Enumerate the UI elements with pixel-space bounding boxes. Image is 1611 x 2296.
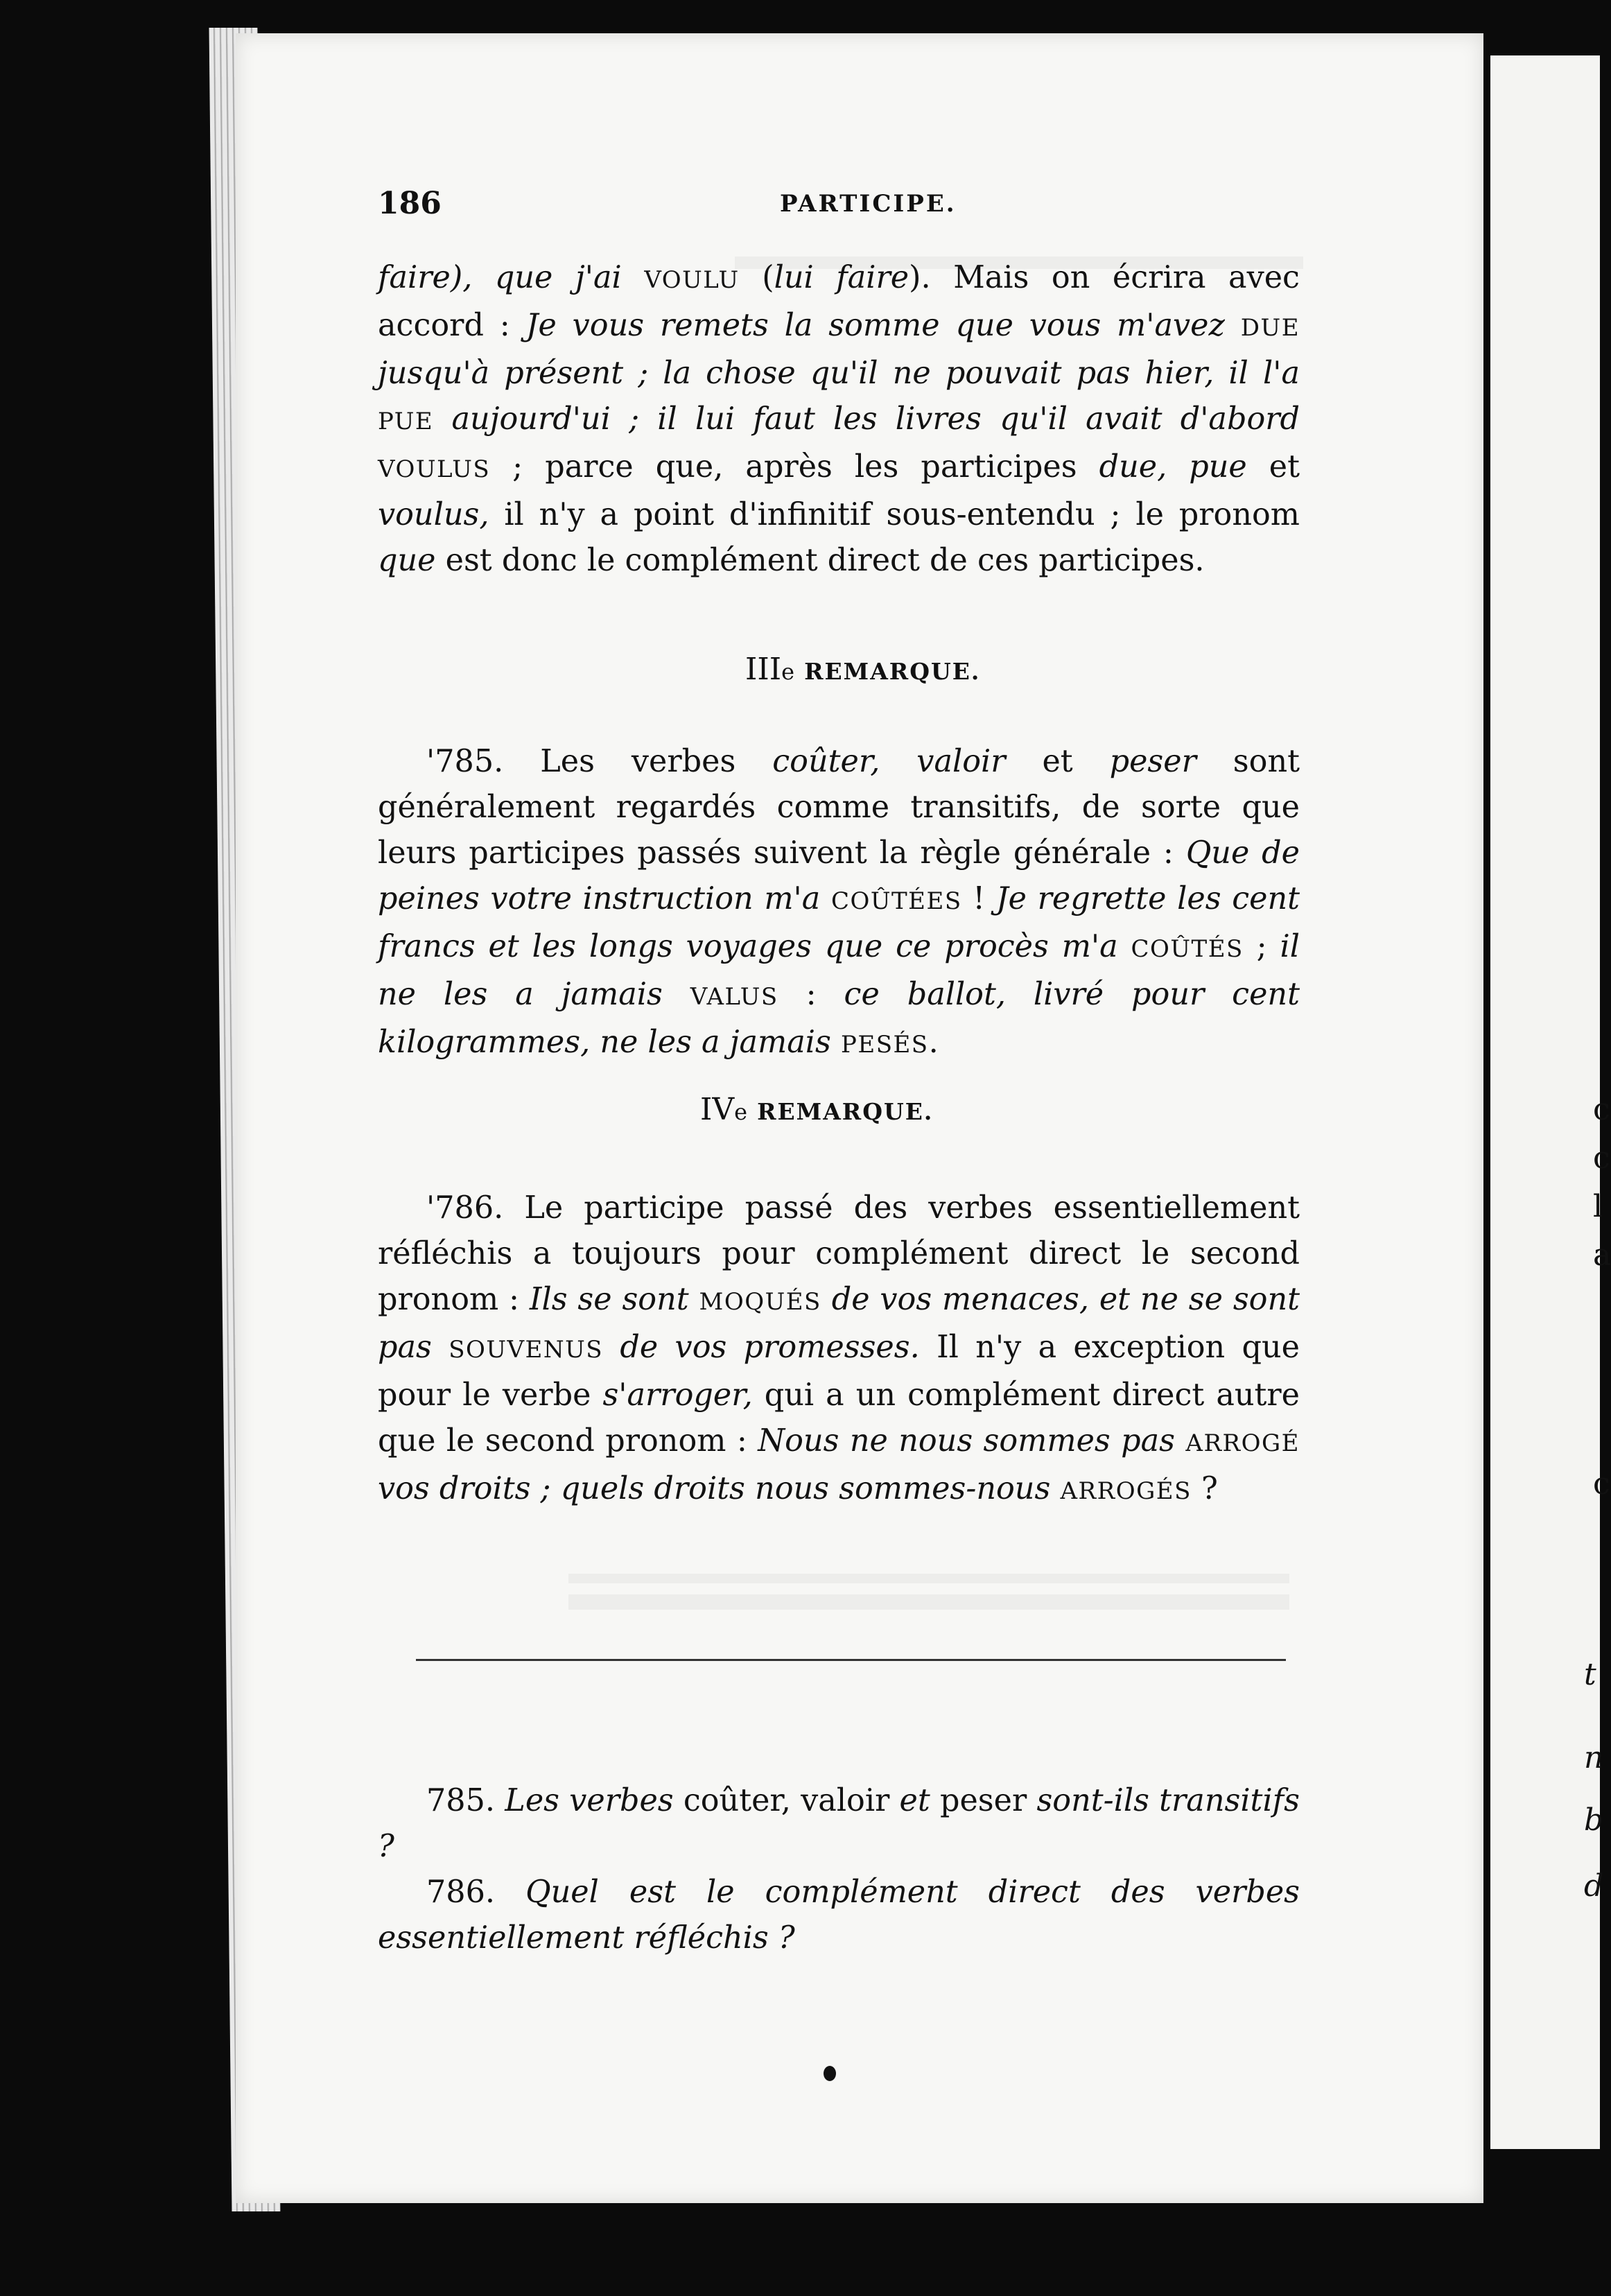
remark-heading-3 <box>745 652 980 687</box>
text-run: '786. Le participe passé des verbes essentiellement réfléchis a toujours pour complément direct le second pronom : <box>378 1190 1300 1317</box>
question-786 <box>378 1870 1300 1961</box>
remark-number: IV <box>700 1092 735 1127</box>
facing-page-fragment: c <box>1593 1466 1610 1502</box>
small-caps-text: PUE <box>378 408 434 435</box>
text-run: '785. Les verbes <box>426 744 773 779</box>
italic-text: de vos promesses. <box>603 1330 920 1365</box>
small-caps-text: COÛTÉES <box>830 887 962 915</box>
show-through <box>568 1574 1289 1583</box>
small-caps-text: COÛTÉS <box>1131 935 1244 963</box>
text-run: 786. <box>426 1875 526 1910</box>
facing-page-fragment: a <box>1593 1237 1611 1273</box>
italic-text: due, pue <box>1099 449 1247 485</box>
italic-text: Que de peines votre instruction m'a <box>378 835 1300 916</box>
facing-page-fragment: c <box>1593 1092 1610 1127</box>
remark-label: REMARQUE. <box>757 1098 934 1125</box>
small-caps-text: ARROGÉ <box>1185 1429 1300 1457</box>
small-caps-text: DUE <box>1240 314 1300 342</box>
italic-text: s'arroger, <box>602 1377 753 1413</box>
remark-heading-4 <box>700 1092 933 1127</box>
small-caps-text: VOULUS <box>378 455 491 483</box>
remark-suffix: e <box>781 659 795 685</box>
page-number: 186 <box>378 186 442 221</box>
italic-text: Je regrette les cent francs et les longs voyages que ce procès m'a <box>378 881 1300 964</box>
text-run: ; <box>1243 929 1280 964</box>
facing-page-fragment: l <box>1593 1189 1603 1224</box>
facing-page-fragment: n <box>1584 1740 1604 1775</box>
small-caps-text: ARROGÉS <box>1060 1477 1192 1505</box>
question-785 <box>378 1778 1300 1870</box>
italic-text: Ils se sont <box>529 1282 699 1317</box>
italic-text: faire), que j'ai <box>378 260 645 295</box>
text-run: ( <box>739 260 774 295</box>
italic-text: et <box>899 1783 930 1818</box>
text-run: ; parce que, après les participes <box>490 449 1099 485</box>
facing-page-fragment: t <box>1584 1657 1596 1692</box>
text-run: Il n'y a exception que pour le verbe <box>378 1330 1300 1413</box>
remark-suffix: e <box>734 1099 748 1125</box>
text-run: qui a un complément direct autre que le second pronom : <box>378 1377 1300 1459</box>
italic-text: coûter, valoir <box>772 744 1006 779</box>
small-caps-text: SOUVENUS <box>449 1336 604 1364</box>
italic-text: Nous ne nous sommes pas <box>758 1423 1186 1459</box>
text-run: ? <box>1191 1471 1218 1506</box>
text-run: est donc le complément direct de ces participes. <box>435 543 1205 578</box>
paragraph-786 <box>378 1185 1300 1514</box>
text-run: . <box>928 1025 939 1060</box>
text-run: 785. <box>426 1783 505 1818</box>
text-run: : <box>778 977 844 1012</box>
italic-text: jusqu'à présent ; la chose qu'il ne pouvait pas hier, il l'a <box>378 356 1300 391</box>
small-caps-text: VALUS <box>690 983 778 1011</box>
italic-text: Je vous remets la somme que vous m'avez <box>525 308 1241 343</box>
running-head: PARTICIPE. <box>780 190 957 218</box>
page-header <box>378 186 1310 227</box>
text-run: et <box>1005 744 1110 779</box>
remark-label: REMARQUE. <box>804 658 981 685</box>
italic-text: lui faire <box>774 260 909 295</box>
small-caps-text: VOULU <box>644 266 740 294</box>
facing-page-fragment: b <box>1584 1802 1604 1838</box>
italic-text: voulus, <box>378 497 489 532</box>
text-run: et <box>1246 449 1300 485</box>
facing-page-fragment: d <box>1584 1868 1604 1904</box>
italic-text: ce ballot, livré pour cent kilogrammes, ne les a jamais <box>378 977 1300 1060</box>
italic-text: il ne les a jamais <box>378 929 1300 1012</box>
italic-text: que <box>378 543 436 578</box>
italic-text: sont-ils transitifs ? <box>378 1783 1300 1864</box>
text-run: ! <box>961 881 996 916</box>
italic-text: peser <box>1109 744 1196 779</box>
italic-text: aujourd'ui ; il lui faut les livres qu'il avait d'abord <box>433 401 1300 437</box>
italic-text: vos droits ; quels droits nous sommes-nous <box>378 1471 1061 1506</box>
paragraph-continuation <box>378 255 1300 584</box>
show-through <box>568 1594 1289 1610</box>
text-run: il n'y a point d'infinitif sous-entendu ; le pronom <box>489 497 1300 532</box>
text-run: coûter, valoir <box>673 1783 900 1818</box>
small-caps-text: MOQUÉS <box>699 1288 821 1316</box>
paragraph-785 <box>378 739 1300 1068</box>
text-run: sont généralement regardés comme transitifs, de sorte que leurs participes passés suivent la règle générale : <box>378 744 1300 871</box>
text-run: ). Mais on écrira avec accord : <box>378 260 1300 343</box>
italic-text: Les verbes <box>505 1783 674 1818</box>
text-run: peser <box>930 1783 1037 1818</box>
small-caps-text: PESÉS <box>841 1031 929 1059</box>
italic-text: de vos menaces, et ne se sont pas <box>378 1282 1300 1365</box>
facing-page-fragment: c <box>1593 1140 1610 1176</box>
remark-number: III <box>745 652 782 687</box>
section-divider <box>416 1659 1286 1661</box>
ink-spot <box>824 2066 836 2081</box>
italic-text: Quel est le complément direct des verbes essentiellement réfléchis ? <box>378 1875 1300 1956</box>
